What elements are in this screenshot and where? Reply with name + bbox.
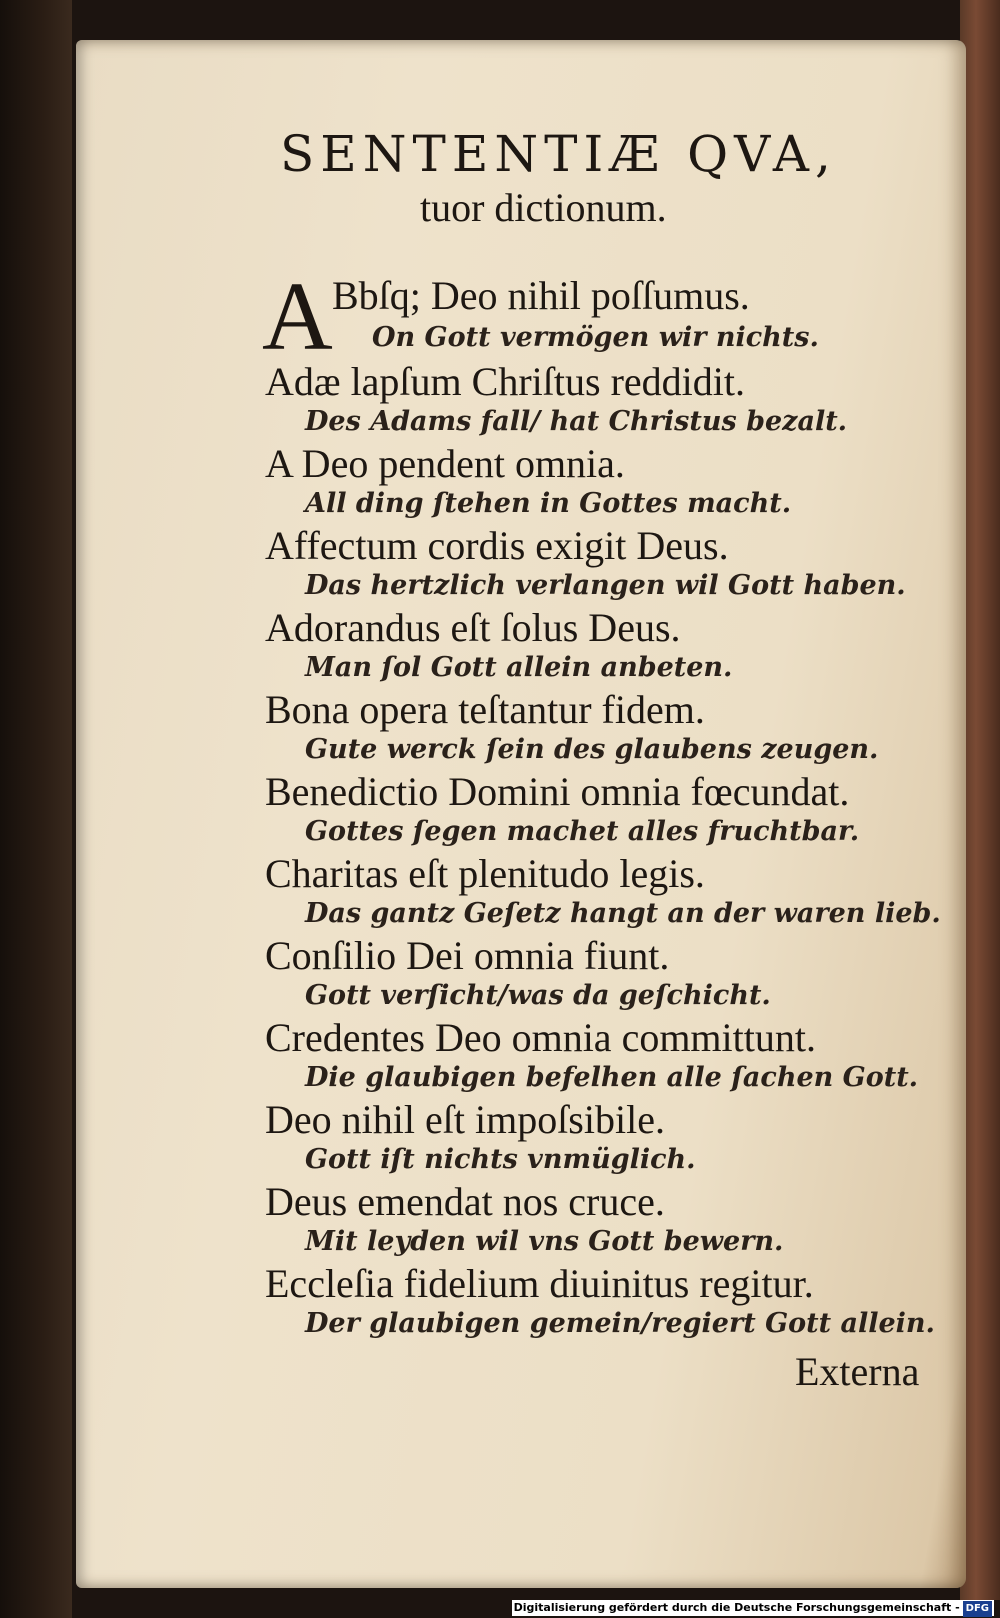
- german-translation: Die glaubigen befelhen alle ſachen Gott.: [305, 1062, 919, 1093]
- german-translation: All ding ſtehen in Gottes macht.: [305, 488, 792, 519]
- dfg-logo-icon: DFG: [963, 1601, 992, 1617]
- german-translation: Der glaubigen gemein/regiert Gott allein.: [305, 1308, 935, 1339]
- german-translation: Das gantz Geſetz hangt an der waren lieb.: [305, 898, 941, 929]
- page-title: SENTENTIÆ QVA,: [280, 125, 837, 183]
- german-translation: Des Adams fall/ hat Christus bezalt.: [305, 406, 848, 437]
- latin-sentence: Eccleſia fidelium diuinitus regitur.: [265, 1261, 814, 1306]
- catchword: Externa: [795, 1349, 920, 1394]
- latin-sentence: Affectum cordis exigit Deus.: [265, 523, 729, 568]
- drop-capital: A: [262, 263, 333, 371]
- german-translation: Gottes ſegen machet alles fruchtbar.: [305, 816, 860, 847]
- latin-sentence: Deo nihil eſt impoſsibile.: [265, 1097, 665, 1142]
- german-translation: Das hertzlich verlangen wil Gott haben.: [305, 570, 906, 601]
- latin-sentence: Bona opera teſtantur fidem.: [265, 687, 705, 732]
- latin-sentence: Adæ lapſum Chriſtus reddidit.: [265, 359, 745, 404]
- german-translation: Mit leyden wil vns Gott bewern.: [305, 1226, 784, 1257]
- german-translation: Man ſol Gott allein anbeten.: [305, 652, 733, 683]
- latin-sentence: Adorandus eſt ſolus Deus.: [265, 605, 681, 650]
- german-translation: Gott iſt nichts vnmüglich.: [305, 1144, 696, 1175]
- latin-sentence: Credentes Deo omnia committunt.: [265, 1015, 816, 1060]
- book-cover-right: [960, 0, 1000, 1600]
- latin-sentence: A Deo pendent omnia.: [265, 441, 625, 486]
- latin-sentence: Conſilio Dei omnia fiunt.: [265, 933, 670, 978]
- german-translation: On Gott vermögen wir nichts.: [372, 322, 819, 353]
- german-translation: Gott verſicht/was da geſchicht.: [305, 980, 771, 1011]
- book-cover-left: [0, 0, 72, 1618]
- latin-sentence: Deus emendat nos cruce.: [265, 1179, 665, 1224]
- footer-text: Digitalisierung gefördert durch die Deutsche Forschungsgemeinschaft -: [513, 1601, 960, 1614]
- latin-sentence: Benedictio Domini omnia fœcundat.: [265, 769, 850, 814]
- digitization-footer: [512, 1600, 994, 1616]
- latin-sentence: Bbſq; Deo nihil poſſumus.: [332, 273, 750, 318]
- german-translation: Gute werck ſein des glaubens zeugen.: [305, 734, 879, 765]
- page-subtitle: tuor dictionum.: [420, 185, 667, 230]
- latin-sentence: Charitas eſt plenitudo legis.: [265, 851, 705, 896]
